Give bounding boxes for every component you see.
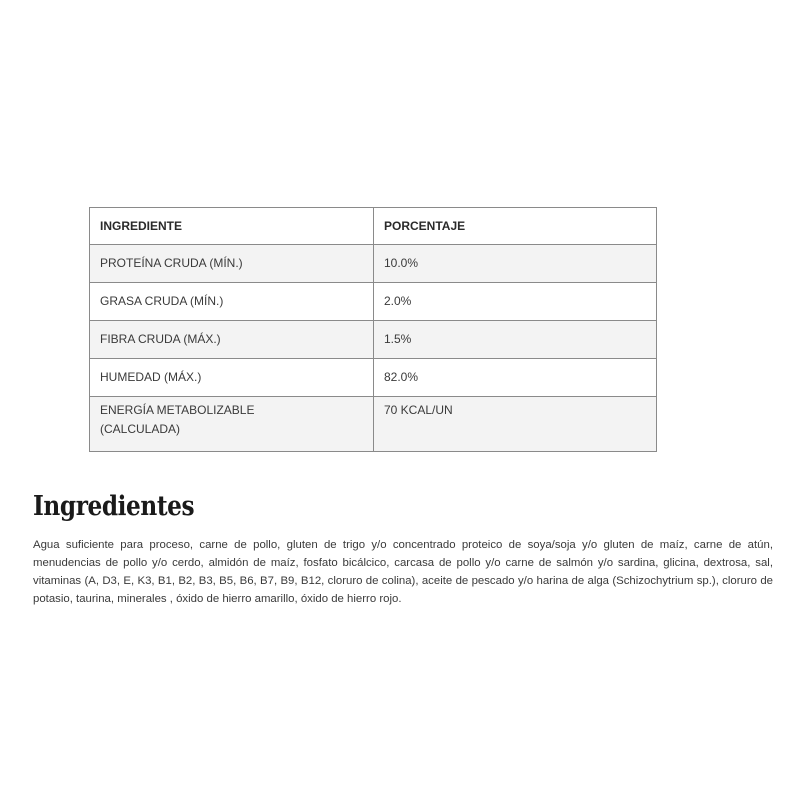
ingredient-cell-line: ENERGÍA METABOLIZABLE xyxy=(100,403,255,417)
table-header-row xyxy=(90,208,657,245)
column-header-percentage: PORCENTAJE xyxy=(374,208,657,245)
percentage-cell: 10.0% xyxy=(374,245,657,283)
percentage-cell: 82.0% xyxy=(374,359,657,397)
ingredient-cell: PROTEÍNA CRUDA (MÍN.) xyxy=(90,245,374,283)
table-row xyxy=(90,359,657,397)
ingredient-cell xyxy=(90,397,374,452)
table-row xyxy=(90,245,657,283)
guaranteed-analysis-table xyxy=(89,207,657,452)
ingredient-cell: GRASA CRUDA (MÍN.) xyxy=(90,283,374,321)
percentage-cell: 70 KCAL/UN xyxy=(374,397,657,452)
percentage-cell: 2.0% xyxy=(374,283,657,321)
ingredients-heading: Ingredientes xyxy=(33,491,195,522)
table-row xyxy=(90,321,657,359)
ingredient-cell: HUMEDAD (MÁX.) xyxy=(90,359,374,397)
ingredient-cell-line: (CALCULADA) xyxy=(100,422,181,436)
column-header-ingredient: INGREDIENTE xyxy=(90,208,374,245)
ingredients-list-text: Agua suficiente para proceso, carne de pollo, gluten de trigo y/o concentrado proteico de soya/soja y/o gluten de maíz, carne de atún, menudencias de pollo y/o cerdo, almidón de maíz, fosfato bicálcico, carcasa de pollo y/o carne de salmón y/o sardina, glicina, dextrosa, sal, vitaminas (A, D3, E, K3, B1, B2, B3, B5, B6, B7, B9, B12, cloruro de colina), aceite de pescado y/o harina de alga (Schizochytrium sp.), cloruro de potasio, taurina, minerales , óxido de hierro amarillo, óxido de hierro rojo. xyxy=(33,539,773,605)
percentage-cell: 1.5% xyxy=(374,321,657,359)
table-row xyxy=(90,283,657,321)
ingredient-cell: FIBRA CRUDA (MÁX.) xyxy=(90,321,374,359)
table-row xyxy=(90,397,657,452)
